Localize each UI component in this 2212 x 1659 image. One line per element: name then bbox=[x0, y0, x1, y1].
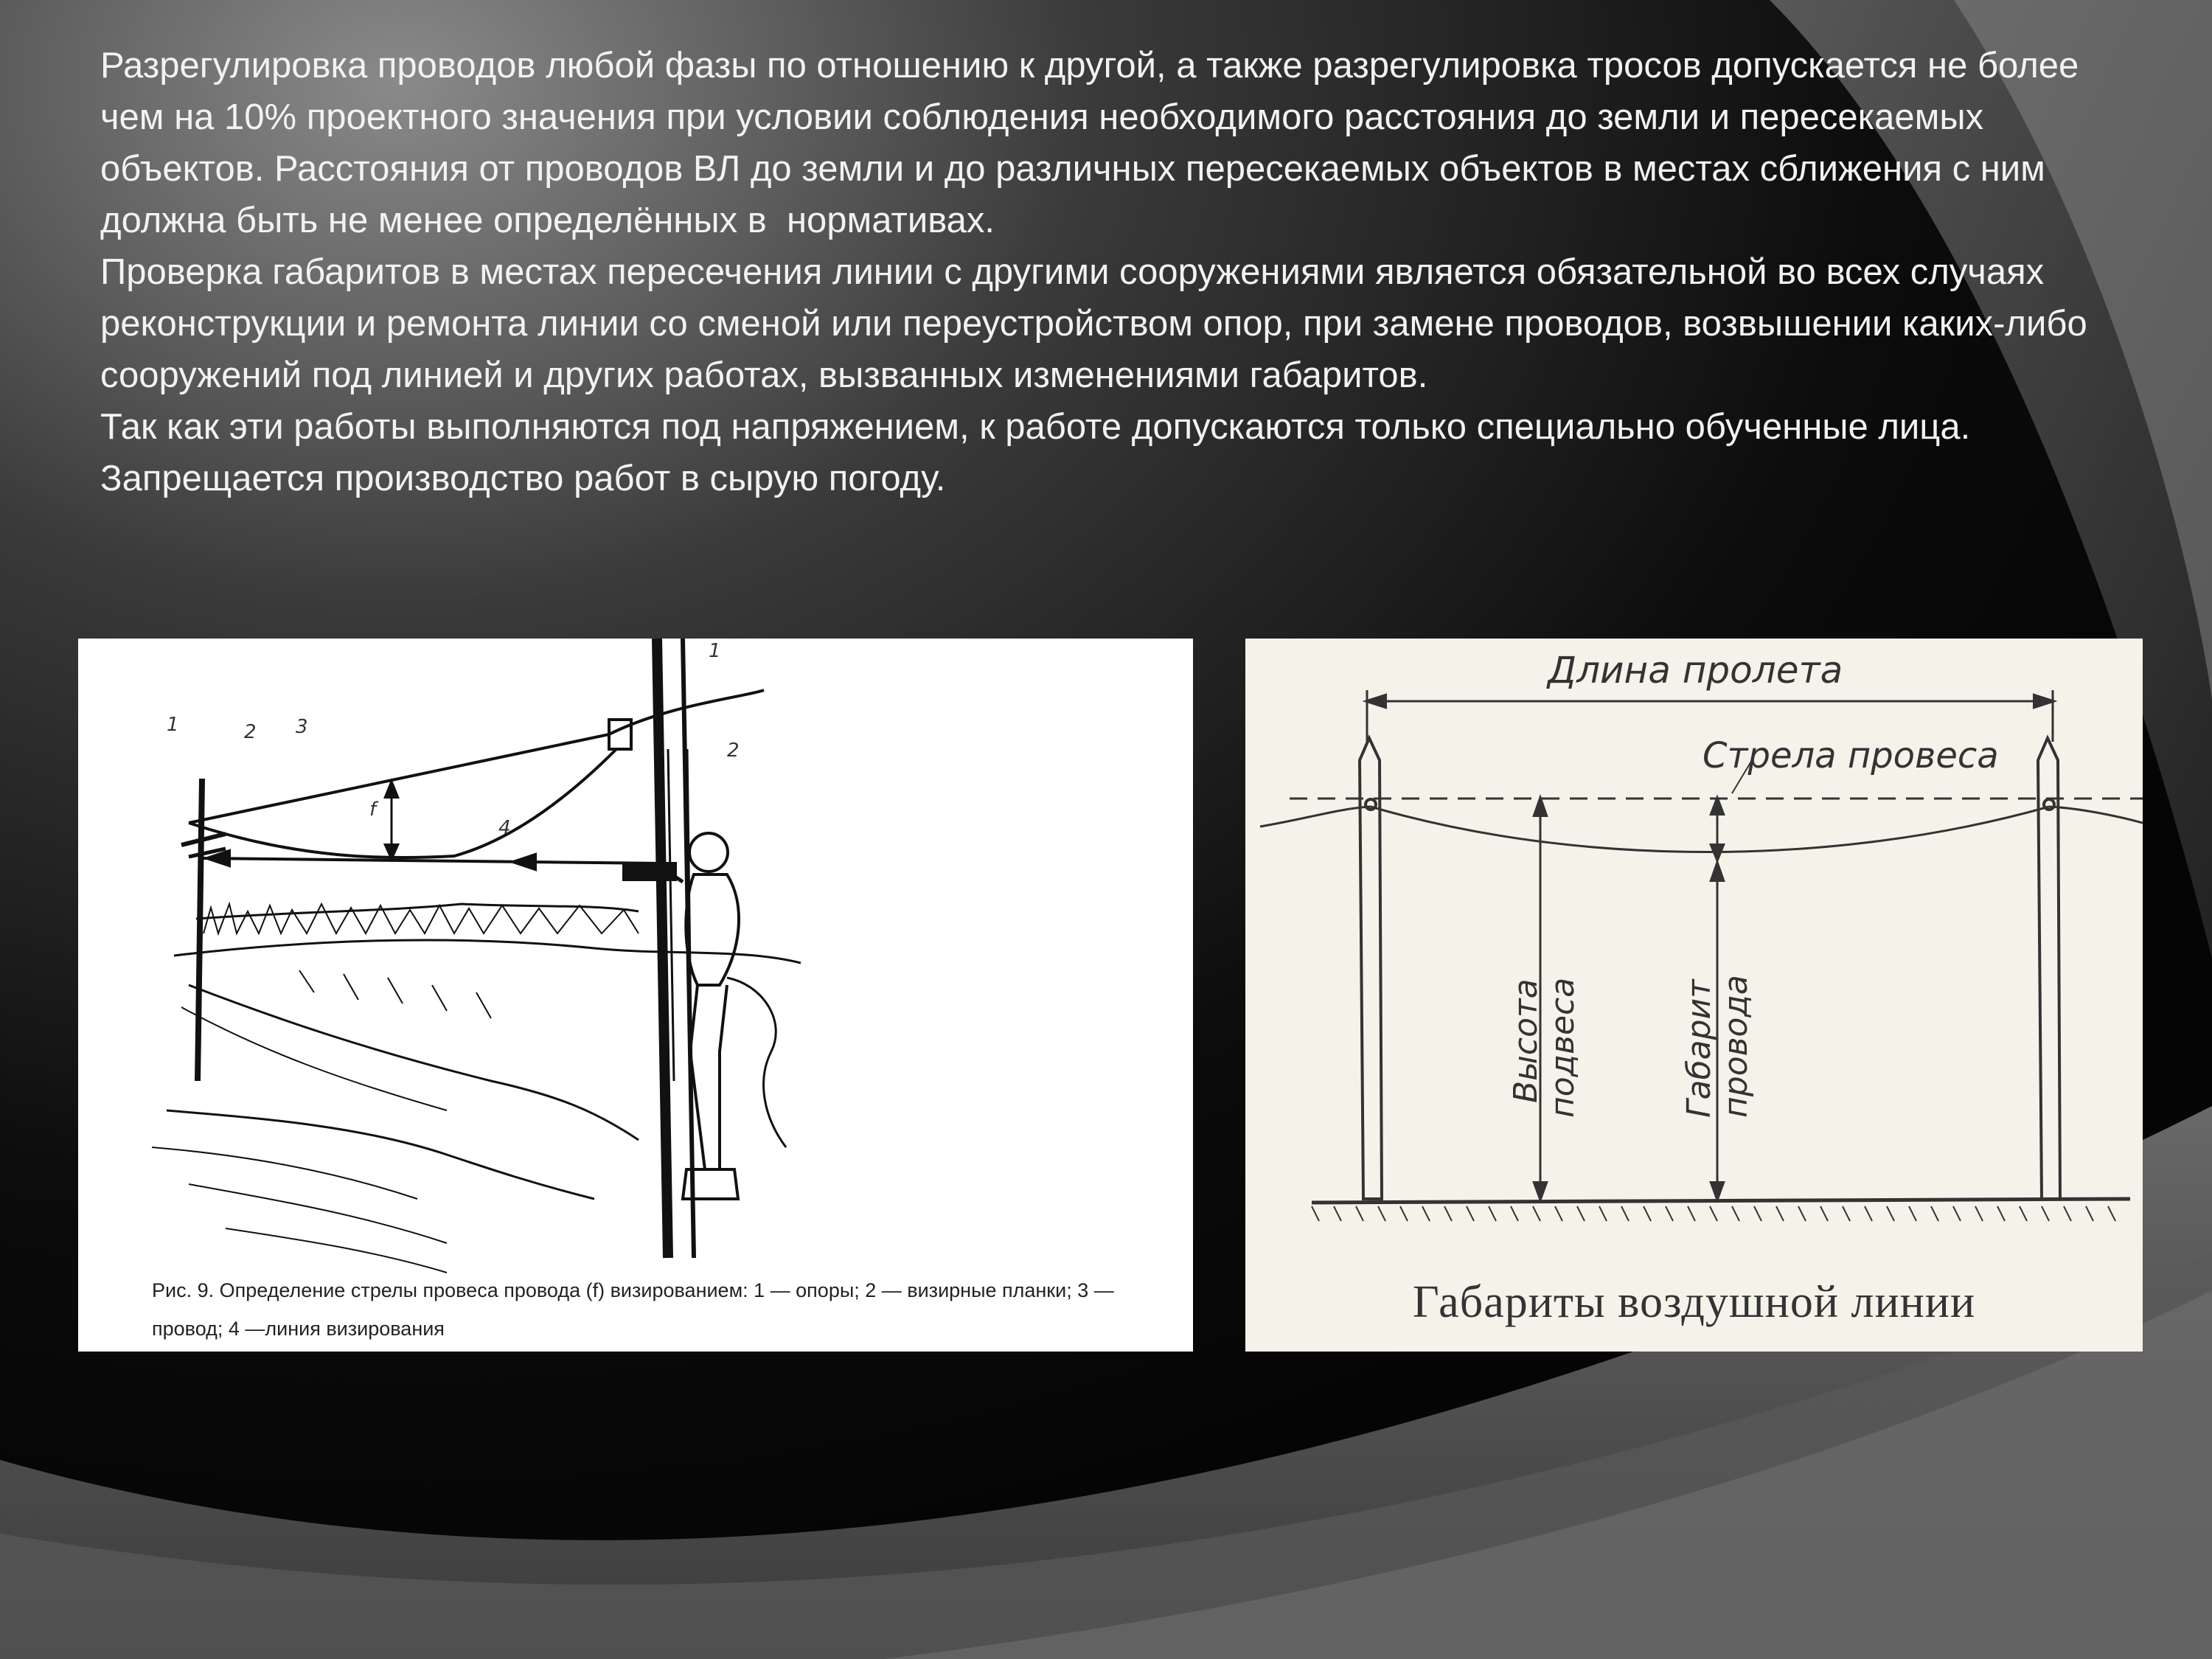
figure-left-caption: Рис. 9. Определение стрелы провеса провода (f) визированием: 1 — опоры; 2 — визирные планки; 3 — провод; 4 —линия визирования bbox=[152, 1279, 1114, 1340]
label-height-2: подвеса bbox=[1544, 977, 1582, 1118]
sag-sighting-drawing bbox=[78, 639, 1193, 1352]
label-2-right: 2 bbox=[727, 740, 740, 762]
figure-sag-sighting bbox=[78, 639, 1193, 1352]
slide-body-text bbox=[100, 40, 2150, 504]
label-height-1: Высота bbox=[1507, 978, 1545, 1103]
clearance-drawing bbox=[1245, 639, 2143, 1352]
figure-right-caption: Габариты воздушной линии bbox=[1412, 1277, 1976, 1327]
paragraph-clearance-check: Проверка габаритов в местах пересечения линии с другими сооружениями является обязательной во всех случаях реконструкции и ремонта линии со сменой или переустройством опор, при замене проводов, возвышении каких-либо сооружений под линией и других работах, вызванных изменениями габаритов. bbox=[100, 252, 2098, 395]
figure-line-clearances bbox=[1245, 639, 2143, 1352]
label-clearance-1: Габарит bbox=[1680, 979, 1718, 1118]
paragraph-safety: Так как эти работы выполняются под напряжением, к работе допускаются только специально обученные лица. Запрещается производство работ в сырую погоду. bbox=[100, 407, 1980, 498]
label-4: 4 bbox=[498, 817, 511, 839]
label-clearance-2: провода bbox=[1717, 975, 1755, 1118]
label-sag: Стрела провеса bbox=[1703, 735, 1999, 776]
label-span-length: Длина пролета bbox=[1548, 649, 1843, 692]
paragraph-tolerance: Разрегулировка проводов любой фазы по отношению к другой, а также разрегулировка тросов допускается не более чем на 10% проектного значения при условии соблюдения необходимого расстояния до земли и пересекаемых объектов. Расстояния от проводов ВЛ до земли и до различных пересекаемых объектов в местах сближения с ним должна быть не менее определённых в нормативах. bbox=[100, 46, 2089, 240]
label-2-left: 2 bbox=[244, 721, 257, 743]
label-3: 3 bbox=[296, 716, 308, 738]
label-f: f bbox=[369, 799, 377, 821]
label-1-right: 1 bbox=[709, 640, 721, 662]
label-1-left: 1 bbox=[167, 714, 179, 736]
